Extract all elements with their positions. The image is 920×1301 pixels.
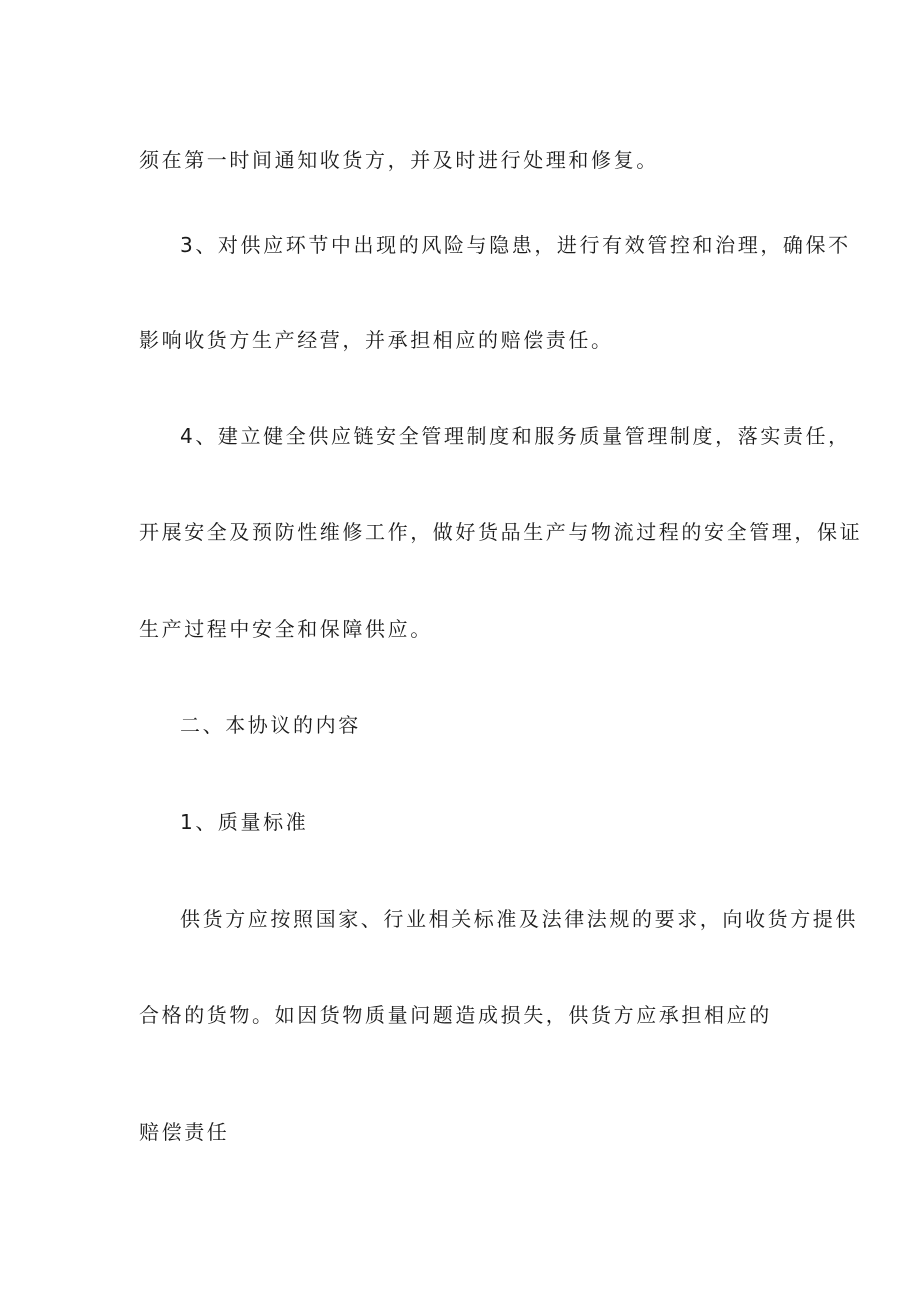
paragraph-line: 须在第一时间通知收货方，并及时进行处理和修复。 bbox=[139, 148, 659, 172]
paragraph-line: 4、建立健全供应链安全管理制度和服务质量管理制度，落实责任， bbox=[180, 424, 851, 448]
paragraph-line: 3、对供应环节中出现的风险与隐患，进行有效管控和治理，确保不 bbox=[180, 233, 851, 257]
paragraph-line: 开展安全及预防性维修工作，做好货品生产与物流过程的安全管理，保证 bbox=[139, 520, 863, 544]
subsection-heading: 1、质量标准 bbox=[180, 810, 309, 834]
paragraph-line: 合格的货物。如因货物质量问题造成损失，供货方应承担相应的 bbox=[139, 1003, 772, 1027]
paragraph-line: 生产过程中安全和保障供应。 bbox=[139, 617, 433, 641]
section-heading: 二、本协议的内容 bbox=[180, 713, 361, 737]
paragraph-line: 赔偿责任 bbox=[139, 1120, 230, 1144]
paragraph-line: 影响收货方生产经营，并承担相应的赔偿责任。 bbox=[139, 328, 614, 352]
paragraph-line: 供货方应按照国家、行业相关标准及法律法规的要求，向收货方提供 bbox=[180, 907, 858, 931]
